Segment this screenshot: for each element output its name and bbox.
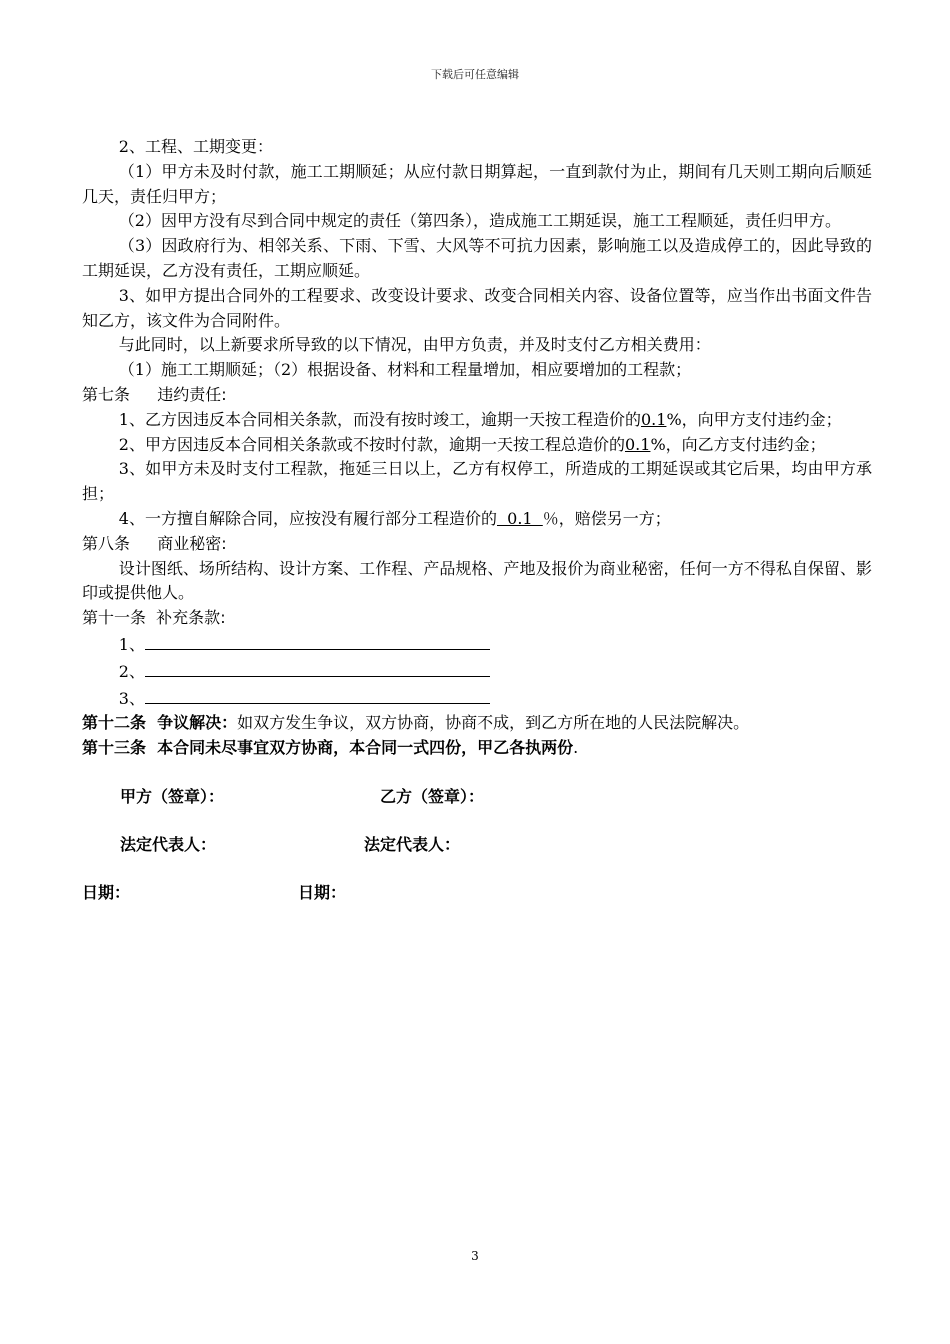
supplement-line-3-blank[interactable] [145, 685, 490, 704]
party-b-date: 日期： [298, 882, 347, 902]
article-7-item-4 [82, 507, 872, 532]
clause-concurrent-costs: 与此同时，以上新要求所导致的以下情况，由甲方负责，并及时支付乙方相关费用： [118, 335, 711, 355]
supplement-line-3-number: 3、 [118, 688, 145, 708]
article-7-heading [82, 383, 872, 408]
contract-body [82, 135, 872, 929]
seal-row [82, 785, 872, 833]
party-a-seal: 甲方（签章）： [120, 786, 225, 806]
article-12-body: 如双方发生争议，双方协商，协商不成，到乙方所在地的人民法院解决。 [237, 713, 750, 733]
clause-schedule-change-title: 2、工程、工期变更： [118, 137, 273, 156]
article-7-number: 第七条 [82, 384, 131, 404]
article-7-colon: : [221, 384, 227, 404]
article-12-title: 第十二条 争议解决： [82, 713, 238, 733]
article-7-item-3: 3、如甲方未及时支付工程款，拖延三日以上，乙方有权停工，所造成的工期延误或其它后果，均由甲方承担； [82, 459, 872, 504]
supplement-line-3 [82, 685, 872, 712]
article-7-item-2 [82, 433, 872, 458]
party-b-seal: 乙方（签章）： [380, 786, 485, 806]
supplement-line-2-number: 2、 [118, 661, 145, 681]
article-7-item-1-tail: %，向甲方支付违约金； [666, 409, 842, 429]
article-7-item-4-rate: 0.1 [496, 508, 543, 528]
page-header: 下载后可任意编辑 [431, 68, 519, 81]
article-7-item-2-rate: 0.1 [624, 434, 651, 454]
clause-schedule-change-2: （2）因甲方没有尽到合同中规定的责任（第四条），造成施工工期延误，施工工程顺延，责任归甲方。 [118, 211, 841, 231]
party-a-date: 日期： [82, 882, 131, 902]
party-b-representative: 法定代表人： [364, 834, 461, 854]
article-13-end: . [573, 738, 579, 758]
article-13 [82, 736, 872, 761]
supplement-line-1-blank[interactable] [145, 631, 490, 650]
article-8-colon: : [221, 533, 227, 553]
article-7-item-1 [82, 408, 872, 433]
article-11-heading [82, 606, 872, 631]
article-7-item-4-text: 4、一方擅自解除合同，应按没有履行部分工程造价的 [118, 508, 497, 528]
clause-concurrent-items: （1）施工工期顺延；（2）根据设备、材料和工程量增加，相应要增加的工程款； [118, 360, 692, 380]
article-8-heading [82, 532, 872, 557]
party-a-representative: 法定代表人： [120, 834, 217, 854]
article-7-item-2-tail: %，向乙方支付违约金； [650, 434, 826, 454]
article-13-text: 第十三条 本合同未尽事宜双方协商，本合同一式四份，甲乙各执两份 [82, 738, 574, 758]
supplement-line-2-blank[interactable] [145, 658, 490, 677]
supplement-line-2 [82, 658, 872, 685]
article-7-item-1-text: 1、乙方因违反本合同相关条款，而没有按时竣工，逾期一天按工程造价的 [118, 409, 641, 429]
article-12 [82, 711, 872, 736]
article-8-number: 第八条 [82, 533, 131, 553]
clause-extra-requirements: 3、如甲方提出合同外的工程要求、改变设计要求、改变合同相关内容、设备位置等，应当作出书面文件告知乙方，该文件为合同附件。 [82, 285, 872, 330]
article-7-item-4-tail: ％，赔偿另一方； [542, 508, 671, 528]
article-8-body: 设计图纸、场所结构、设计方案、工作程、产品规格、产地及报价为商业秘密，任何一方不得私自保留、影印或提供他人。 [82, 558, 872, 603]
representative-row [82, 833, 872, 881]
clause-schedule-change-1: （1）甲方未及时付款，施工工期顺延；从应付款日期算起，一直到款付为止，期间有几天则工期向后顺延几天，责任归甲方； [82, 161, 872, 206]
supplement-line-1 [82, 631, 872, 658]
page-number: 3 [471, 1249, 479, 1263]
article-7-item-1-rate: 0.1 [640, 409, 667, 429]
article-11-title: 第十一条 补充条款 [82, 608, 221, 628]
article-7-item-2-text: 2、甲方因违反本合同相关条款或不按时付款，逾期一天按工程总造价的 [118, 434, 625, 454]
article-7-title: 违约责任 [157, 384, 222, 404]
article-11-colon: : [220, 608, 226, 628]
supplement-line-1-number: 1、 [118, 634, 145, 654]
date-row [82, 881, 872, 929]
clause-schedule-change-3: （3）因政府行为、相邻关系、下雨、下雪、大风等不可抗力因素，影响施工以及造成停工的，因此导致的工期延误，乙方没有责任，工期应顺延。 [82, 236, 872, 280]
article-8-title: 商业秘密 [157, 533, 222, 553]
